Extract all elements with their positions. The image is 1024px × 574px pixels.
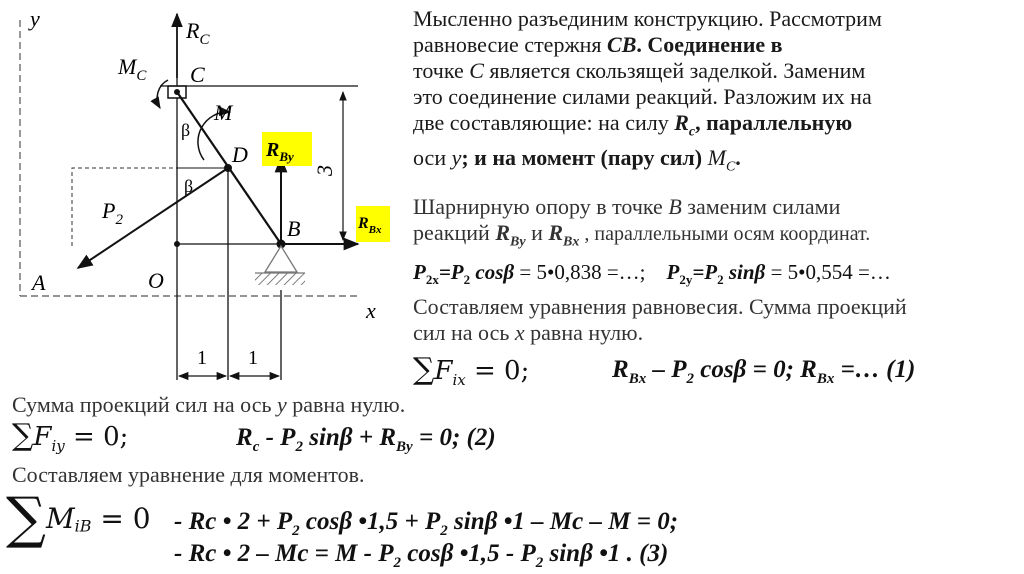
p3-line2: сил на ось x равна нулю. xyxy=(413,320,644,345)
a-label: A xyxy=(32,270,46,295)
equation-3-line1: - Rc • $2 + P_2$ cosβ •1,5 + $P_2$ sinβ •1 – Mc – M = 0; xyxy=(174,508,679,539)
equation-2-body: $R_c - P_2$ $\sin\beta + R_{By} = 0$; (2) xyxy=(236,424,496,455)
projection-box xyxy=(72,168,228,246)
point-o-top xyxy=(174,241,180,247)
m-label: M xyxy=(214,100,233,125)
rbx-label: $R_{Bx}$ xyxy=(358,215,382,236)
p1-line6: оси y; и на момент (пару сил) $M_C$. xyxy=(413,145,741,175)
rc-label: $R_C$ xyxy=(186,18,210,48)
p2-label: $P_2$ xyxy=(102,198,123,228)
d-label: D xyxy=(232,142,248,167)
ground-hatch xyxy=(255,273,305,285)
equation-1-body: $R_{Bx} - P_2$ cosβ = 0; $R_{Bx}$ =… (1) xyxy=(612,356,916,387)
p1-line4: это соединение силами реакций. Разложим их на xyxy=(413,84,872,109)
dim1b-label: 1 xyxy=(248,347,258,369)
equation-2-sum: $\sum F_{iy} = 0$; xyxy=(12,418,129,456)
axis-x-label: x xyxy=(366,298,376,323)
p2-line1: Шарнирную опору в точке B заменим силами xyxy=(413,194,841,219)
paragraph-equilibrium xyxy=(413,294,1013,346)
axis-y-label: y xyxy=(30,6,40,31)
y-projection-text: Сумма проекций сил на ось y равна нулю. xyxy=(12,392,406,417)
p1-line1: Мысленно разъединим конструкцию. Рассмотрим xyxy=(413,6,882,31)
hinge-support xyxy=(265,246,297,272)
b-label: B xyxy=(287,216,301,241)
mc-arc xyxy=(157,80,168,108)
c-label: C xyxy=(190,62,205,87)
mc-label: $M_C$ xyxy=(118,54,147,84)
dim3-label: 3 xyxy=(312,165,337,176)
mechanics-diagram xyxy=(0,0,400,390)
p1-line3: точке C является скользящей заделкой. Заменим xyxy=(413,58,866,83)
beta-label-1: β xyxy=(181,120,191,140)
p2-arrow xyxy=(78,168,228,268)
dim1a-label: 1 xyxy=(197,347,207,369)
paragraph-hinge xyxy=(413,194,1013,255)
p2-line2: реакций $R_{By}$ и $R_{Bx}$ , параллельными осям координат. xyxy=(413,220,871,250)
p3-line1: Составляем уравнения равновесия. Сумма проекций xyxy=(413,294,907,319)
p1-line2: равновесие стержня CB. Соединение в xyxy=(413,32,783,57)
equation-3-line2: - Rc • $2 - Mc = M - P_2$ cosβ •1,5 - $P_2$ sinβ •1 . (3) xyxy=(174,540,669,571)
p2-components-formula: $P_{2x}=P_2$ cosβ = 5•0,838 =…; $P_{2y}=P_2$ sinβ = 5•0,554 =… xyxy=(413,260,891,288)
paragraph-intro xyxy=(413,6,1013,181)
equation-1-sum: $\sum F_{ix} = 0$; xyxy=(413,352,530,390)
p1-line5: две составляющие: на силу $R_c$, параллельную xyxy=(413,110,853,140)
equation-3-sum: $\sum M_{iB} = 0$ xyxy=(6,486,151,551)
moments-text: Составляем уравнение для моментов. xyxy=(12,462,365,487)
o-label: O xyxy=(148,268,164,293)
beta-label-2: β xyxy=(184,176,194,196)
rby-label: $R_{By}$ xyxy=(266,139,294,164)
